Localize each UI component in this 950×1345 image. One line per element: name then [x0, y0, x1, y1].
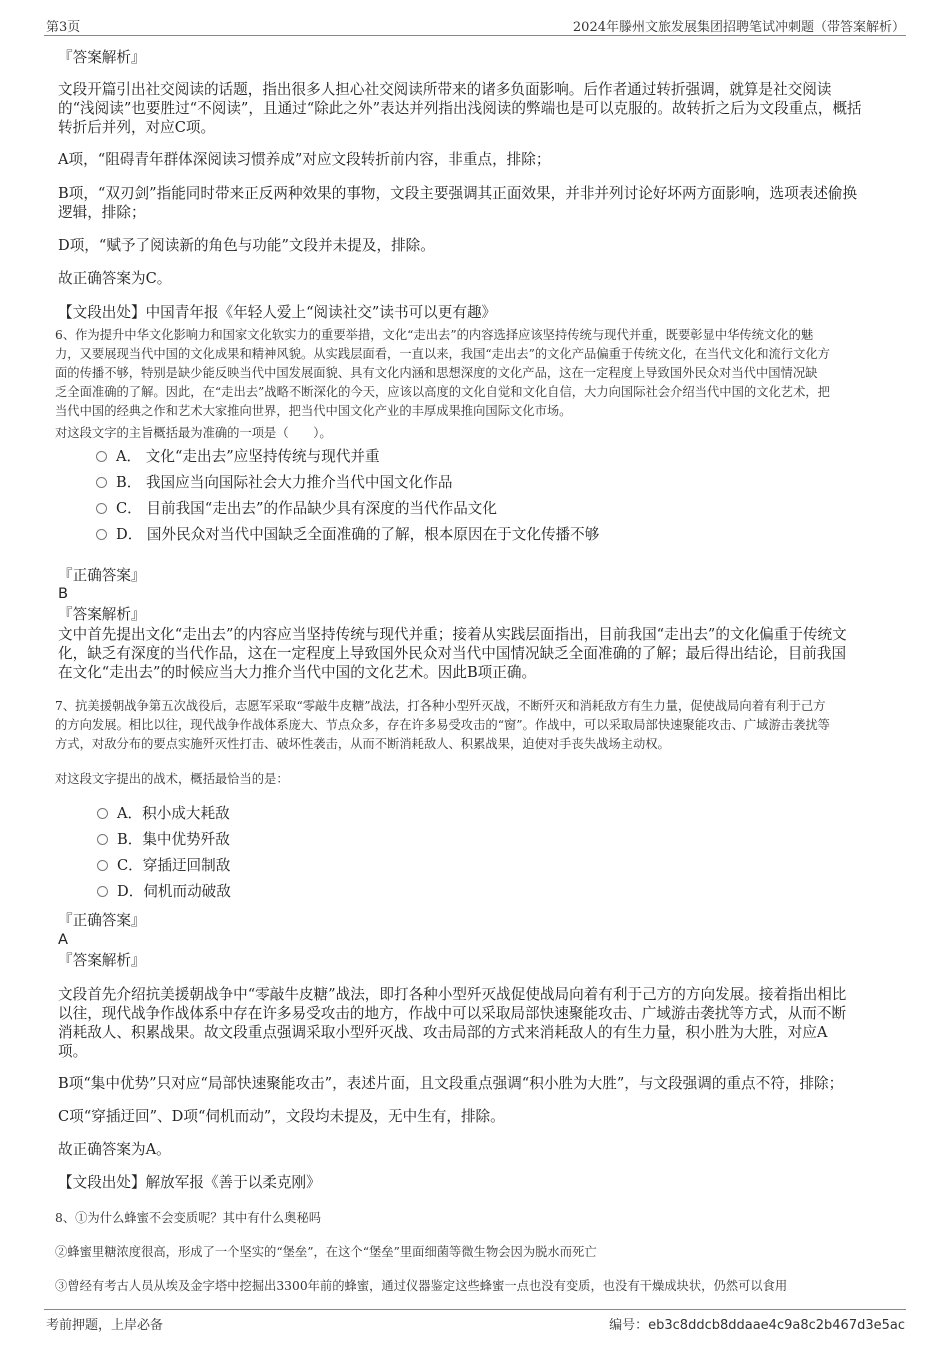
radio-button[interactable] — [96, 477, 107, 488]
q7-passage-line: 的方向发展。相比以往，现代战争作战体系庞大、节点众多，存在许多易受攻击的“窗”。作战中，可以采取局部快速聚能攻击、广域游击袭扰等 — [55, 718, 830, 732]
q6-answer: B — [58, 585, 69, 602]
q6-analysis-label: 『答案解析』 — [58, 606, 146, 623]
q7-analysis-label: 『答案解析』 — [58, 952, 146, 969]
q6-option-a-label: A． 文化“走出去”应坚持传统与现代并重 — [116, 448, 380, 465]
radio-button[interactable] — [97, 834, 108, 845]
radio-button[interactable] — [97, 860, 108, 871]
q7-answer-label: 『正确答案』 — [58, 912, 146, 929]
q6-option-b[interactable] — [96, 473, 452, 493]
q7-analysis-line: 消耗敌人、积累战果。故文段重点强调采取小型歼灭战、攻击局部的方式来消耗敌人的有生力量，积小胜为大胜，对应A — [58, 1024, 828, 1041]
q7-option-a[interactable] — [97, 804, 230, 824]
footer-code-label: 编号： — [609, 1318, 649, 1333]
radio-button[interactable] — [96, 503, 107, 514]
q6-answer-label: 『正确答案』 — [58, 567, 146, 584]
q5-source: 【文段出处】中国青年报《年轻人爱上“阅读社交”读书可以更有趣》 — [58, 304, 497, 321]
document-title: 2024年滕州文旅发展集团招聘笔试冲刺题（带答案解析） — [572, 20, 905, 35]
q7-conclusion: 故正确答案为A。 — [58, 1141, 171, 1158]
q7-passage-line: 7、抗美援朝战争第五次战役后，志愿军采取“零敲牛皮糖”战法，打各种小型歼灭战，不断歼灭和消耗敌方有生力量，促使战局向着有利于己方 — [55, 699, 826, 713]
q5-option-b-note: 逻辑，排除； — [58, 204, 146, 221]
footer-code-value: eb3c8ddcb8ddaae4c9a8c2b467d3e5ac — [648, 1318, 905, 1333]
q7-option-b-note: B项“集中优势”只对应“局部快速聚能攻击”，表述片面，且文段重点强调“积小胜为大胜”，与文段强调的重点不符，排除； — [58, 1075, 844, 1092]
header-rule — [44, 35, 906, 36]
q7-analysis-line: 项。 — [58, 1043, 88, 1060]
q6-analysis-line: 文中首先提出文化“走出去”的内容应当坚持传统与现代并重；接着从实践层面指出，目前我国“走出去”的文化偏重于传统文 — [58, 626, 847, 643]
q7-analysis-line: 文段首先介绍抗美援朝战争中“零敲牛皮糖”战法，即打各种小型歼灭战促使战局向着有利于己方的方向发展。接着指出相比 — [58, 986, 847, 1003]
q6-option-b-label: B． 我国应当向国际社会大力推介当代中国文化作品 — [116, 474, 453, 491]
q5-conclusion: 故正确答案为C。 — [58, 270, 172, 287]
page-number: 第3页 — [46, 20, 81, 35]
radio-button[interactable] — [97, 886, 108, 897]
q7-option-d[interactable] — [97, 882, 231, 902]
q5-option-a-note: A项，“阻碍青年群体深阅读习惯养成”对应文段转折前内容，非重点，排除； — [58, 151, 551, 168]
q7-option-c[interactable] — [97, 856, 230, 876]
q6-passage-line: 面的传播不够，特别是缺少能反映当代中国发展面貌、具有文化内涵和思想深度的文化产品，这在一定程度上导致国外民众对当代中国情况缺 — [55, 366, 818, 380]
radio-button[interactable] — [96, 451, 107, 462]
q5-option-b-note: B项，“双刃剑”指能同时带来正反两种效果的事物，文段主要强调其正面效果，并非并列讨论好坏两方面影响，选项表述偷换 — [58, 185, 858, 202]
q6-analysis-line: 在文化“走出去”的时候应当大力推介当代中国的文化艺术。因此B项正确。 — [58, 664, 537, 681]
q6-passage-line: 6、作为提升中华文化影响力和国家文化软实力的重要举措，文化“走出去”的内容选择应该坚持传统与现代并重，既要彰显中华传统文化的魅 — [55, 328, 814, 342]
footer-code — [609, 1314, 905, 1333]
q8-line: ②蜂蜜里糖浓度很高，形成了一个坚实的“堡垒”，在这个“堡垒”里面细菌等微生物会因为脱水而死亡 — [55, 1245, 597, 1259]
q5-analysis-label: 『答案解析』 — [58, 49, 146, 66]
q7-option-b[interactable] — [97, 830, 230, 850]
q7-passage-line: 方式，对敌分布的要点实施歼灭性打击、破坏性袭击，从而不断消耗敌人、积累战果，迫使对手丧失战场主动权。 — [55, 737, 670, 751]
q6-option-c-label: C． 目前我国“走出去”的作品缺少具有深度的当代作品文化 — [116, 500, 497, 517]
q7-option-d-label: D．伺机而动破敌 — [117, 883, 231, 900]
radio-button[interactable] — [96, 529, 107, 540]
radio-button[interactable] — [97, 808, 108, 819]
q7-answer: A — [58, 931, 68, 948]
q7-analysis-line: 以往，现代战争作战体系中存在许多易受攻击的地方，作战中可以采取局部快速聚能攻击、广域游击袭扰等方式，从而不断 — [58, 1005, 847, 1022]
q7-option-c-label: C．穿插迂回制敌 — [117, 857, 231, 874]
q6-passage-line: 力，又要展现当代中国的文化成果和精神风貌。从实践层面看，一直以来，我国“走出去”的文化产品偏重于传统文化，在当代文化和流行文化方 — [55, 347, 830, 361]
q7-source: 【文段出处】解放军报《善于以柔克刚》 — [58, 1174, 321, 1191]
footer-rule — [44, 1309, 906, 1310]
q7-option-cd-note: C项“穿插迂回”、D项“伺机而动”，文段均未提及，无中生有，排除。 — [58, 1108, 505, 1125]
footer-slogan: 考前押题，上岸必备 — [46, 1318, 164, 1333]
q6-question: 对这段文字的主旨概括最为准确的一项是（ ）。 — [55, 426, 332, 440]
q5-analysis-line: 文段开篇引出社交阅读的话题，指出很多人担心社交阅读所带来的诸多负面影响。后作者通过转折强调，就算是社交阅读 — [58, 81, 832, 98]
q5-option-d-note: D项，“赋予了阅读新的角色与功能”文段并未提及，排除。 — [58, 237, 435, 254]
q7-question: 对这段文字提出的战术，概括最恰当的是： — [55, 772, 289, 786]
q6-option-a[interactable] — [96, 447, 380, 467]
q6-option-c[interactable] — [96, 499, 497, 519]
q6-option-d[interactable] — [96, 525, 599, 545]
q7-option-a-label: A．积小成大耗敌 — [117, 805, 230, 822]
q5-analysis-line: 转折后并列，对应C项。 — [58, 119, 216, 136]
q7-option-b-label: B．集中优势歼敌 — [117, 831, 230, 848]
q8-line: 8、①为什么蜂蜜不会变质呢？其中有什么奥秘吗 — [55, 1211, 322, 1225]
q5-analysis-line: 的“浅阅读”也要胜过“不阅读”，且通过“除此之外”表达并列指出浅阅读的弊端也是可以克服的。故转折之后为文段重点，概括 — [58, 100, 862, 117]
q6-passage-line: 乏全面准确的了解。因此，在“走出去”战略不断深化的今天，应该以高度的文化自觉和文化自信，大力向国际社会介绍当代中国的文化艺术，把 — [55, 385, 830, 399]
q6-option-d-label: D． 国外民众对当代中国缺乏全面准确的了解，根本原因在于文化传播不够 — [116, 526, 600, 543]
q6-passage-line: 当代中国的经典之作和艺术大家推向世界，把当代中国文化产业的丰厚成果推向国际文化市场。 — [55, 404, 572, 418]
q6-analysis-line: 化，缺乏有深度的当代作品，这在一定程度上导致国外民众对当代中国情况缺乏全面准确的了解；最后得出结论，目前我国 — [58, 645, 847, 662]
q8-line: ③曾经有考古人员从埃及金字塔中挖掘出3300年前的蜂蜜，通过仪器鉴定这些蜂蜜一点也没有变质，也没有干燥成块状，仍然可以食用 — [55, 1279, 788, 1293]
